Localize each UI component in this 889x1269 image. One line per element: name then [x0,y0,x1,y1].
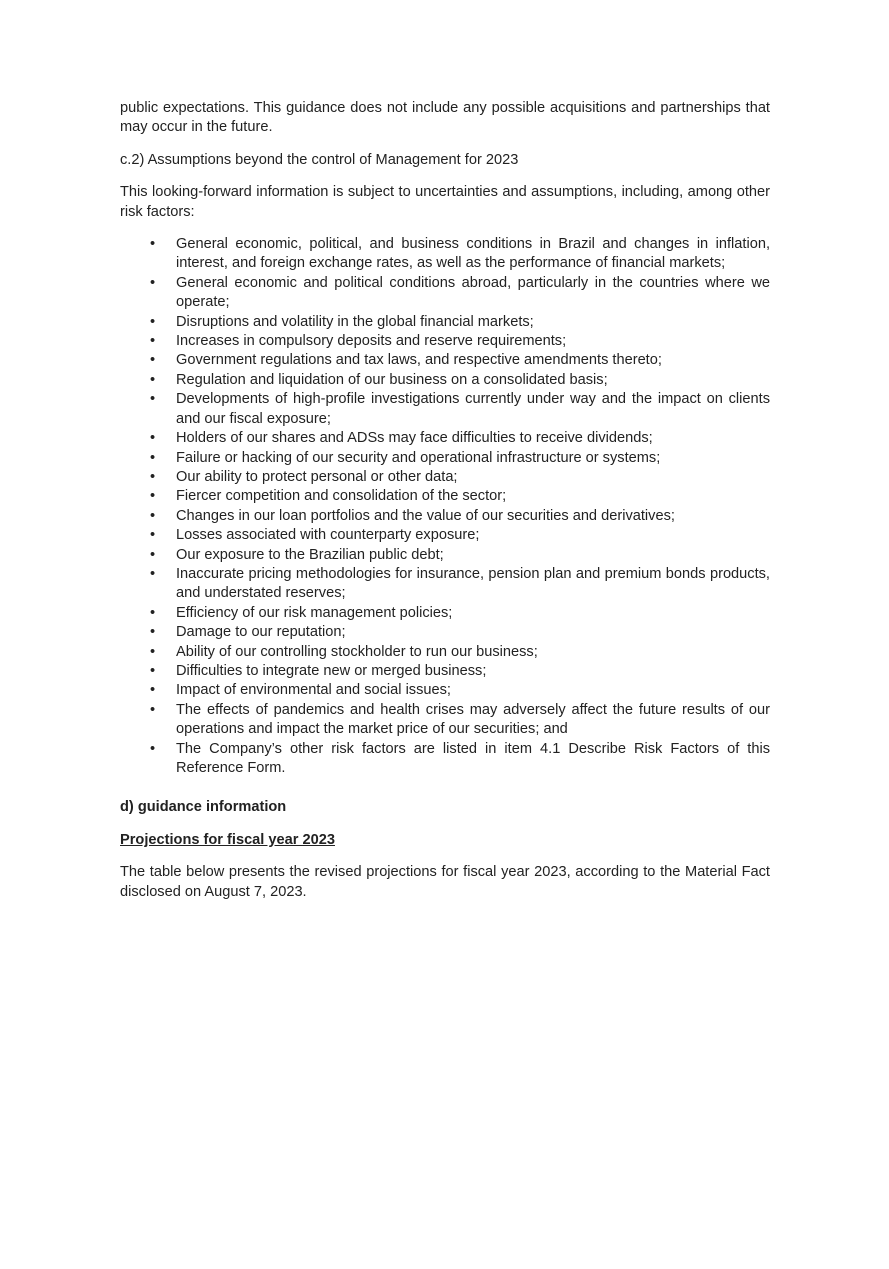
risk-factors-list [120,235,770,778]
list-item: • Holders of our shares and ADSs may face difficulties to receive dividends; [150,429,770,448]
list-item: • Increases in compulsory deposits and reserve requirements; [150,332,770,351]
paragraph-intro: public expectations. This guidance does not include any possible acquisitions and partnerships that may occur in the future. [120,100,770,136]
list-item: • Regulation and liquidation of our business on a consolidated basis; [150,371,770,390]
list-item: • Ability of our controlling stockholder to run our business; [150,643,770,662]
paragraph-risk-factors-intro: This looking-forward information is subject to uncertainties and assumptions, including, among other risk factors: [120,184,770,220]
list-item: • Impact of environmental and social issues; [150,681,770,700]
heading-d-guidance-information: d) guidance information [120,799,287,816]
list-item: • Government regulations and tax laws, and respective amendments thereto; [150,351,770,370]
list-item: • Our ability to protect personal or other data; [150,468,770,487]
list-item: • The effects of pandemics and health crises may adversely affect the future results of our operations and impact the market price of our securities; and [150,701,770,740]
heading-c2-assumptions: c.2) Assumptions beyond the control of Management for 2023 [120,151,519,168]
list-item: • Developments of high-profile investigations currently under way and the impact on clients and our fiscal exposure; [150,390,770,429]
list-item: • Damage to our reputation; [150,623,770,642]
list-item: • Difficulties to integrate new or merged business; [150,662,770,681]
list-item: • The Company’s other risk factors are listed in item 4.1 Describe Risk Factors of this Reference Form. [150,740,770,779]
heading-projections-fiscal-year-2023: Projections for fiscal year 2023 [120,831,335,848]
list-item: • Inaccurate pricing methodologies for insurance, pension plan and premium bonds products, and understated reserves; [150,565,770,604]
list-item: • Changes in our loan portfolios and the value of our securities and derivatives; [150,507,770,526]
list-item: • Our exposure to the Brazilian public debt; [150,546,770,565]
list-item: • General economic, political, and business conditions in Brazil and changes in inflation, interest, and foreign exchange rates, as well as the performance of financial markets; [150,235,770,274]
list-item: • Losses associated with counterparty exposure; [150,526,770,545]
list-item: • Efficiency of our risk management policies; [150,604,770,623]
list-item: • Fiercer competition and consolidation of the sector; [150,487,770,506]
paragraph-projections: The table below presents the revised projections for fiscal year 2023, according to the Material Fact disclosed on August 7, 2023. [120,864,770,900]
list-item: • Failure or hacking of our security and operational infrastructure or systems; [150,449,770,468]
document-body [120,99,770,902]
list-item: • General economic and political conditions abroad, particularly in the countries where we operate; [150,274,770,313]
list-item: • Disruptions and volatility in the global financial markets; [150,313,770,332]
